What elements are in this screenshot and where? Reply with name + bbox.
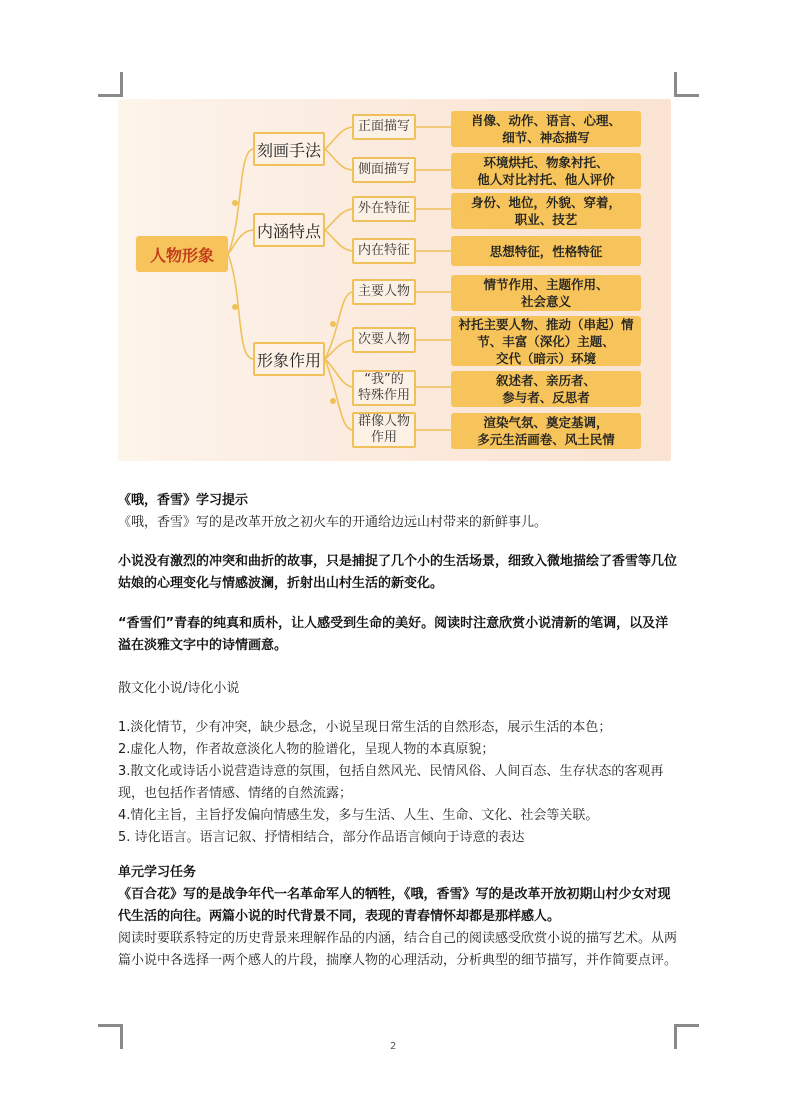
task-normal-text: 阅读时要联系特定的历史背景来理解作品的内涵，结合自己的阅读感受欣赏小说的描写艺术。从两篇小说中各选择一两个感人的片段，揣摩人物的心理活动，分析典型的细节描写，并作简要点评。 xyxy=(118,931,678,968)
detail-line: 社会意义 xyxy=(520,294,571,309)
list-item: 5. 诗化语言。语言记叙、抒情相结合，部分作品语言倾向于诗意的表达 xyxy=(118,830,525,845)
detail-group-characters xyxy=(451,413,641,449)
detail-line: 衬托主要人物、推动（串起）情 xyxy=(458,316,634,332)
connector-root-technique xyxy=(228,149,253,254)
detail-direct-description xyxy=(451,111,641,147)
node-narrator-role-line1: “我”的 xyxy=(364,372,404,387)
detail-secondary-character xyxy=(451,316,641,366)
node-group-characters xyxy=(352,412,416,448)
corner-mark-bottom-right xyxy=(674,1024,699,1049)
connector-traits-outer xyxy=(325,209,352,230)
task-title: 单元学习任务 xyxy=(118,865,197,880)
connector-dot xyxy=(232,200,238,206)
node-indirect-description: 侧面描写 xyxy=(352,157,416,183)
connector-dot xyxy=(232,304,238,310)
list-item: 1.淡化情节，少有冲突，缺少悬念，小说呈现日常生活的自然形态，展示生活的本色； xyxy=(118,720,612,735)
list-item: 3.散文化或诗话小说营造诗意的氛围，包括自然风光、民情风俗、人间百态、生存状态的客观再现，也包括作者情感、情绪的自然流露； xyxy=(118,764,664,801)
list-item: 4.情化主旨，主旨抒发偏向情感生发，多与生活、人生、生命、文化、社会等关联。 xyxy=(118,808,599,823)
root-node: 人物形象 xyxy=(136,236,228,272)
study-tips-section xyxy=(118,490,678,534)
node-group-characters-line2: 作用 xyxy=(370,430,397,445)
list-item: 2.虚化人物，作者故意淡化人物的脸谱化，呈现人物的本真原貌； xyxy=(118,742,495,757)
connector-technique-front xyxy=(325,127,352,149)
detail-line: 他人对比衬托、他人评价 xyxy=(477,172,615,187)
unit-task-section xyxy=(118,862,678,972)
tips-intro: 《哦，香雪》写的是改革开放之初火车的开通给边远山村带来的新鲜事儿。 xyxy=(118,515,548,530)
node-group-characters-line1: 群像人物 xyxy=(357,414,410,429)
branch-connotation-traits: 内涵特点 xyxy=(253,213,325,247)
tips-title: 《哦，香雪》学习提示 xyxy=(118,493,249,508)
detail-line: 多元生活画卷、风土民情 xyxy=(477,432,615,447)
connector-technique-side xyxy=(325,149,352,170)
corner-mark-top-left xyxy=(98,72,123,97)
bold-paragraph-2-text: “香雪们”青春的纯真和质朴，让人感受到生命的美好。阅读时注意欣赏小说清新的笔调，以及洋溢在淡雅文字中的诗情画意。 xyxy=(118,616,669,653)
detail-indirect-description xyxy=(451,153,641,189)
detail-line: 思想特征，性格特征 xyxy=(489,243,603,259)
corner-mark-top-right xyxy=(674,72,699,97)
bold-paragraph-2 xyxy=(118,613,678,657)
bold-paragraph-1-text: 小说没有激烈的冲突和曲折的故事，只是捕捉了几个小的生活场景，细致入微地描绘了香雪等几位姑娘的心理变化与情感波澜，折射出山村生活的新变化。 xyxy=(118,554,678,591)
node-narrator-role-line2: 特殊作用 xyxy=(357,388,410,403)
branch-image-role: 形象作用 xyxy=(253,342,325,376)
detail-line: 叙述者、亲历者、 xyxy=(495,373,596,388)
node-internal-traits: 内在特征 xyxy=(352,238,416,264)
node-main-character: 主要人物 xyxy=(352,279,416,305)
detail-line: 节、丰富（深化）主题、 xyxy=(477,333,615,349)
node-external-traits: 外在特征 xyxy=(352,196,416,222)
genre-title: 散文化小说/诗化小说 xyxy=(118,681,240,696)
detail-line: 肖像、动作、语言、心理、 xyxy=(470,113,621,128)
node-secondary-character: 次要人物 xyxy=(352,327,416,353)
connector-root-role xyxy=(228,254,253,359)
genre-title-block xyxy=(118,678,678,700)
detail-line: 参与者、反思者 xyxy=(502,390,590,405)
detail-line: 环境烘托、物象衬托、 xyxy=(483,155,609,170)
detail-line: 身份、地位，外貌、穿着， xyxy=(470,195,621,210)
detail-narrator-role xyxy=(451,371,641,407)
connector-traits-inner xyxy=(325,230,352,251)
corner-mark-bottom-left xyxy=(98,1024,123,1049)
bold-paragraph-1 xyxy=(118,551,678,595)
node-narrator-role xyxy=(352,370,416,406)
page-number: 2 xyxy=(390,1041,397,1052)
detail-line: 渲染气氛、奠定基调， xyxy=(483,415,609,430)
detail-line: 情节作用、主题作用、 xyxy=(483,277,609,292)
connector-role-group xyxy=(325,359,352,430)
detail-internal-traits xyxy=(451,236,641,266)
task-bold-text: 《百合花》写的是战争年代一名革命军人的牺牲，《哦，香雪》写的是改革开放初期山村少女对现代生活的向往。两篇小说的时代背景不同，表现的青春情怀却都是那样感人。 xyxy=(118,887,671,924)
detail-line: 细节、神态描写 xyxy=(502,130,590,145)
node-direct-description: 正面描写 xyxy=(352,114,416,140)
connector-dot xyxy=(330,321,336,327)
detail-line: 职业、技艺 xyxy=(514,212,578,227)
connector-role-main xyxy=(325,292,352,359)
character-mind-map xyxy=(118,99,671,461)
detail-main-character xyxy=(451,275,641,311)
detail-line: 交代（暗示）环境 xyxy=(495,350,596,366)
genre-feature-list xyxy=(118,717,678,849)
branch-depiction-technique: 刻画手法 xyxy=(253,132,325,166)
detail-external-traits xyxy=(451,193,641,229)
connector-dot xyxy=(330,398,336,404)
